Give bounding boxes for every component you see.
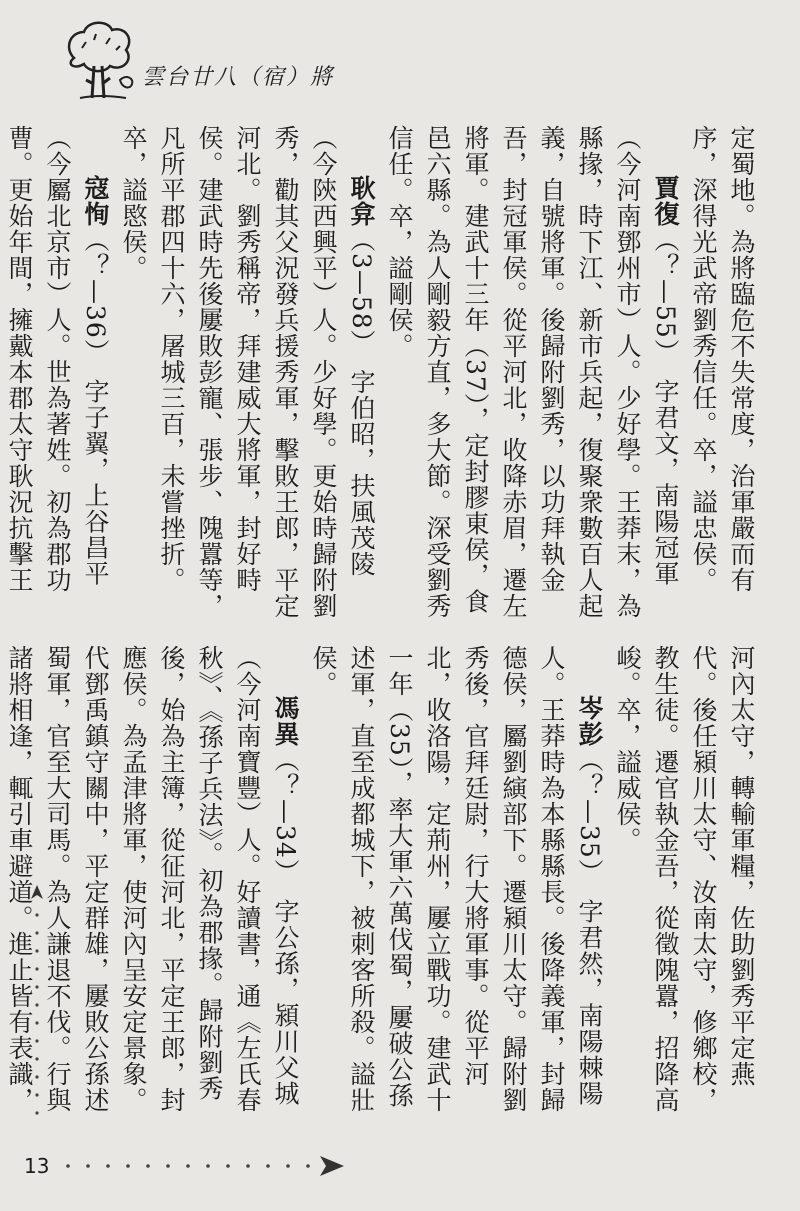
dotted-margin-decoration xyxy=(30,885,44,1145)
paragraph xyxy=(684,125,760,625)
page-header xyxy=(60,18,360,108)
person-name: 寇恂 xyxy=(81,175,110,227)
entry-text: （？—34） 字公孫，潁川父城（今河南寶豐）人。好讀書，通《左氏春秋》、《孫子兵法》。初為郡掾。歸附劉秀後，始為主簿，從征河北，平定王郎，封應侯。為孟津將軍，使河內呈安定景象。代鄧禹鎮守關中，平定群雄，屢敗公孫述蜀軍，官至大司馬。為人謙退不伐。行與諸將相逢，輒引車避道。進止皆有表識， xyxy=(5,645,300,1113)
entry-text: （？—55） 字君文，南陽冠軍（今河南鄧州市）人。少好學。王莽末，為縣掾，時下江、新市兵起，復聚衆數百人起義，自號將軍。後歸附劉秀，以功拜執金吾，封冠軍侯。從平河北，收降赤眉，遷左將軍。建武十三年（37），定封膠東侯，食邑六縣。為人剛毅方直，多大節。深受劉秀信任。卒，謚剛侯。 xyxy=(385,125,680,619)
person-name: 耿弇 xyxy=(347,175,376,227)
entry-jia-fu xyxy=(380,125,684,625)
paragraph-text: 河內太守，轉輸軍糧，佐助劉秀平定燕代。後任潁川太守、汝南太守，修鄉校，教生徒。遷官執金吾，從徵隗囂，招降高峻。卒，謚威侯。 xyxy=(613,645,756,1113)
person-name: 岑彭 xyxy=(575,695,604,747)
page-number: 13 xyxy=(24,1154,50,1178)
dotted-arrow-decoration xyxy=(58,1144,358,1184)
person-name: 馮異 xyxy=(271,695,300,747)
entry-text: （3—58） 字伯昭，扶風茂陵（今陝西興平）人。少好學。更始時歸附劉秀，勸其父況發兵援秀軍，擊敗王郎，平定河北。劉秀稱帝，拜建威大將軍，封好畤侯。建武時先後屢敗彭寵、張步、隗囂等，凡所平郡四十六，屠城三百，未嘗挫折。卒，謚愍侯。 xyxy=(119,125,376,619)
entry-kou-xun xyxy=(0,125,114,625)
entry-cen-peng xyxy=(304,645,608,1125)
top-text-block xyxy=(5,125,760,625)
book-title: 雲台廿八（宿）將 xyxy=(142,65,335,90)
entry-text: （？—35） 字君然，南陽棘陽人。王莽時為本縣縣長。後降義軍，封歸德侯，屬劉縯部下。遷潁川太守。歸附劉秀後，官拜廷尉，行大將軍事。從平河北，收洛陽，定荊州，屢立戰功。建武十一年（35），率大軍六萬伐蜀，屢破公孫述軍，直至成都城下，被刺客所殺。謚壯侯。 xyxy=(309,645,604,1113)
bottom-text-block xyxy=(5,645,760,1125)
page-footer xyxy=(18,1140,358,1190)
entry-geng-yan xyxy=(114,125,380,625)
paragraph xyxy=(608,645,760,1125)
person-name: 賈復 xyxy=(651,175,680,227)
tree-icon xyxy=(60,18,140,103)
paragraph-text: 定蜀地。為將臨危不失常度，治軍嚴而有序，深得光武帝劉秀信任。卒，謚忠侯。 xyxy=(689,125,756,593)
entry-text: （？—36） 字子翼，上谷昌平（今屬北京市）人。世為著姓。初為郡功曹。更始年間，擁戴本郡太守耿況抗擊王 xyxy=(5,125,110,593)
entry-feng-yi xyxy=(0,645,304,1125)
